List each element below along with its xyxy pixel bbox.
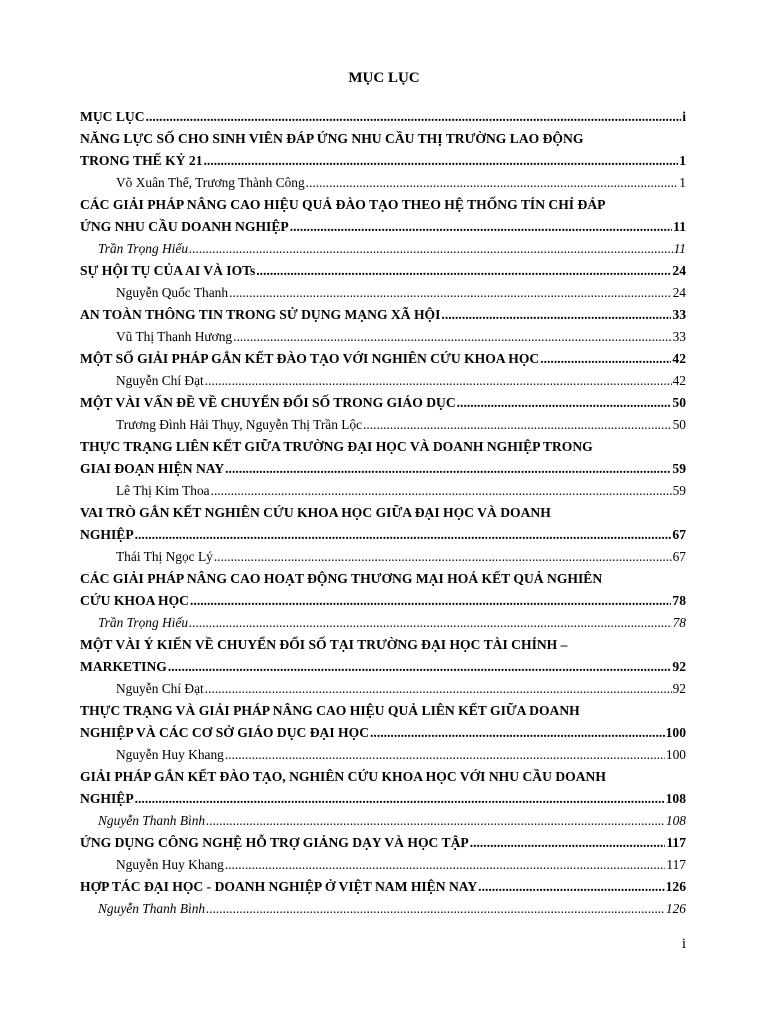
- toc-text: THỰC TRẠNG VÀ GIẢI PHÁP NÂNG CAO HIỆU QUẢ LIÊN KẾT GIỮA DOANH: [80, 703, 580, 718]
- toc-entry-author[interactable]: [80, 414, 686, 436]
- toc-entry-title[interactable]: [80, 194, 686, 238]
- toc-entry-author[interactable]: [80, 172, 686, 194]
- toc-line: [80, 766, 686, 788]
- toc-text: NĂNG LỰC SỐ CHO SINH VIÊN ĐÁP ỨNG NHU CẦU THỊ TRƯỜNG LAO ĐỘNG: [80, 131, 584, 146]
- toc-page-number: 78: [672, 593, 686, 608]
- dot-leader: [290, 216, 672, 238]
- toc-text: Trần Trọng Hiếu: [98, 241, 189, 256]
- dot-leader: [370, 722, 665, 744]
- dot-leader: [363, 414, 672, 436]
- toc-line: [80, 634, 686, 656]
- toc-text: Nguyễn Quốc Thanh: [116, 285, 229, 300]
- dot-leader: [189, 238, 673, 260]
- toc-page-number: 33: [672, 329, 686, 344]
- toc-page-number: 24: [672, 285, 686, 300]
- toc-page-number: 1: [679, 175, 686, 190]
- toc-line: [80, 216, 686, 238]
- toc-page-number: 24: [672, 263, 686, 278]
- toc-text: HỢP TÁC ĐẠI HỌC - DOANH NGHIỆP Ở VIỆT NAM HIỆN NAY: [80, 879, 478, 894]
- toc-entry-author[interactable]: [80, 854, 686, 876]
- toc-entry-title[interactable]: [80, 106, 686, 128]
- toc-page-number: 117: [666, 835, 686, 850]
- dot-leader: [233, 326, 671, 348]
- toc-line: [80, 106, 686, 128]
- toc-entry-title[interactable]: [80, 348, 686, 370]
- toc-line: [80, 480, 686, 502]
- toc-text: Nguyễn Chí Đạt: [116, 681, 204, 696]
- dot-leader: [540, 348, 671, 370]
- toc-page-number: 42: [672, 373, 686, 388]
- toc-entry-author[interactable]: [80, 480, 686, 502]
- page-title: MỤC LỤC: [348, 70, 420, 86]
- toc-entry-title[interactable]: [80, 700, 686, 744]
- toc-entry-title[interactable]: [80, 502, 686, 546]
- toc-text: Vũ Thị Thanh Hương: [116, 329, 233, 344]
- toc-line: [80, 304, 686, 326]
- toc-text: Nguyễn Huy Khang: [116, 747, 224, 762]
- toc-line: [80, 260, 686, 282]
- toc-line: [80, 744, 686, 766]
- toc-text: GIAI ĐOẠN HIỆN NAY: [80, 461, 225, 476]
- dot-leader: [190, 590, 671, 612]
- toc-text: Võ Xuân Thể, Trương Thành Công: [116, 175, 305, 190]
- toc-line: [80, 392, 686, 414]
- toc-text: MỘT VÀI VẤN ĐỀ VỀ CHUYỂN ĐỔI SỐ TRONG GIÁO DỤC: [80, 395, 456, 410]
- toc-page-number: 92: [672, 659, 686, 674]
- toc-text: NGHIỆP VÀ CÁC CƠ SỞ GIÁO DỤC ĐẠI HỌC: [80, 725, 370, 740]
- toc-page-number: 126: [665, 879, 686, 894]
- toc-page-number: 11: [673, 219, 686, 234]
- toc-line: [80, 524, 686, 546]
- toc-line: [80, 546, 686, 568]
- toc-entry-author[interactable]: [80, 238, 686, 260]
- toc-entry-author[interactable]: [80, 612, 686, 634]
- dot-leader: [225, 854, 666, 876]
- toc-line: [80, 612, 686, 634]
- dot-leader: [441, 304, 671, 326]
- toc-page-number: 67: [672, 549, 686, 564]
- toc-entry-author[interactable]: [80, 326, 686, 348]
- toc-line: [80, 832, 686, 854]
- toc-entry-title[interactable]: [80, 832, 686, 854]
- toc-page-number: 117: [666, 857, 686, 872]
- dot-leader: [478, 876, 664, 898]
- toc-text: Trương Đình Hải Thụy, Nguyễn Thị Trần Lộc: [116, 417, 363, 432]
- dot-leader: [189, 612, 672, 634]
- toc-line: [80, 238, 686, 260]
- toc-line: [80, 282, 686, 304]
- toc-entry-author[interactable]: [80, 370, 686, 392]
- toc-entry-title[interactable]: [80, 128, 686, 172]
- toc-line: [80, 656, 686, 678]
- toc-entry-title[interactable]: [80, 634, 686, 678]
- dot-leader: [146, 106, 682, 128]
- toc-page-number: 59: [672, 483, 686, 498]
- toc-line: [80, 502, 686, 524]
- dot-leader: [168, 656, 672, 678]
- toc-page-number: 59: [672, 461, 686, 476]
- toc-text: TRONG THẾ KỶ 21: [80, 153, 203, 168]
- toc-page-number: 1: [679, 153, 686, 168]
- toc-line: [80, 700, 686, 722]
- toc-entry-title[interactable]: [80, 568, 686, 612]
- toc-text: AN TOÀN THÔNG TIN TRONG SỬ DỤNG MẠNG XÃ HỘI: [80, 307, 441, 322]
- toc-page-number: 126: [665, 901, 686, 916]
- toc-page-number: 108: [665, 813, 686, 828]
- toc-text: MARKETING: [80, 659, 167, 674]
- toc-line: [80, 678, 686, 700]
- dot-leader: [256, 260, 671, 282]
- dot-leader: [211, 480, 672, 502]
- toc-text: CÁC GIẢI PHÁP NÂNG CAO HOẠT ĐỘNG THƯƠNG MẠI HOÁ KẾT QUẢ NGHIÊN: [80, 571, 603, 586]
- toc-text: Nguyễn Thanh Bình: [98, 813, 206, 828]
- toc-entry-author[interactable]: [80, 898, 686, 920]
- toc-entry-author[interactable]: [80, 678, 686, 700]
- dot-leader: [205, 678, 672, 700]
- toc-entry-author[interactable]: [80, 282, 686, 304]
- dot-leader: [225, 458, 671, 480]
- toc-entry-title[interactable]: [80, 304, 686, 326]
- toc-page-number: 78: [672, 615, 686, 630]
- dot-leader: [229, 282, 672, 304]
- toc-text: NGHIỆP: [80, 527, 134, 542]
- toc-page-number: i: [682, 109, 686, 124]
- dot-leader: [470, 832, 666, 854]
- toc-page-number: 11: [673, 241, 686, 256]
- toc-text: Nguyễn Thanh Bình: [98, 901, 206, 916]
- dot-leader: [206, 810, 665, 832]
- toc-page-number: 33: [672, 307, 686, 322]
- dot-leader: [306, 172, 679, 194]
- toc-line: [80, 898, 686, 920]
- dot-leader: [225, 744, 665, 766]
- toc-line: [80, 326, 686, 348]
- dot-leader: [206, 898, 665, 920]
- toc-text: CỨU KHOA HỌC: [80, 593, 190, 608]
- toc-entry-author[interactable]: [80, 546, 686, 568]
- toc-text: ỨNG DỤNG CÔNG NGHỆ HỖ TRỢ GIẢNG DẠY VÀ HỌC TẬP: [80, 835, 469, 850]
- dot-leader: [204, 150, 679, 172]
- toc-page-number: 100: [665, 725, 686, 740]
- toc-line: [80, 150, 686, 172]
- toc-page-number: 50: [672, 417, 686, 432]
- toc-page-number: 42: [672, 351, 686, 366]
- toc-text: NGHIỆP: [80, 791, 134, 806]
- toc-line: [80, 590, 686, 612]
- toc-line: [80, 194, 686, 216]
- toc-text: Thái Thị Ngọc Lý: [116, 549, 213, 564]
- page-number: i: [681, 936, 686, 952]
- toc-line: [80, 568, 686, 590]
- toc-line: [80, 722, 686, 744]
- toc-text: Nguyễn Chí Đạt: [116, 373, 204, 388]
- toc-line: [80, 854, 686, 876]
- toc-entry-title[interactable]: [80, 876, 686, 898]
- table-of-contents: [80, 106, 686, 920]
- toc-line: [80, 348, 686, 370]
- toc-page-number: 92: [672, 681, 686, 696]
- toc-text: SỰ HỘI TỤ CỦA AI VÀ IOTs: [80, 263, 256, 278]
- toc-page-number: 108: [665, 791, 686, 806]
- toc-entry-title[interactable]: [80, 392, 686, 414]
- toc-text: GIẢI PHÁP GẮN KẾT ĐÀO TẠO, NGHIÊN CỨU KHOA HỌC VỚI NHU CẦU DOANH: [80, 769, 606, 784]
- toc-text: MỤC LỤC: [80, 109, 145, 124]
- toc-text: Trần Trọng Hiếu: [98, 615, 189, 630]
- toc-text: THỰC TRẠNG LIÊN KẾT GIỮA TRƯỜNG ĐẠI HỌC VÀ DOANH NGHIỆP TRONG: [80, 439, 593, 454]
- toc-page-number: 100: [665, 747, 686, 762]
- toc-entry-author[interactable]: [80, 744, 686, 766]
- dot-leader: [214, 546, 672, 568]
- dot-leader: [135, 524, 672, 546]
- toc-entry-author[interactable]: [80, 810, 686, 832]
- toc-text: VAI TRÒ GẮN KẾT NGHIÊN CỨU KHOA HỌC GIỮA ĐẠI HỌC VÀ DOANH: [80, 505, 551, 520]
- toc-entry-title[interactable]: [80, 436, 686, 480]
- toc-line: [80, 128, 686, 150]
- toc-entry-title[interactable]: [80, 260, 686, 282]
- toc-text: ỨNG NHU CẦU DOANH NGHIỆP: [80, 219, 289, 234]
- toc-line: [80, 810, 686, 832]
- toc-text: MỘT SỐ GIẢI PHÁP GẮN KẾT ĐÀO TẠO VỚI NGHIÊN CỨU KHOA HỌC: [80, 351, 540, 366]
- toc-text: Nguyễn Huy Khang: [116, 857, 224, 872]
- toc-text: CÁC GIẢI PHÁP NÂNG CAO HIỆU QUẢ ĐÀO TẠO THEO HỆ THỐNG TÍN CHỈ ĐÁP: [80, 197, 606, 212]
- toc-line: [80, 788, 686, 810]
- toc-text: Lê Thị Kim Thoa: [116, 483, 210, 498]
- toc-line: [80, 458, 686, 480]
- dot-leader: [457, 392, 672, 414]
- toc-line: [80, 414, 686, 436]
- dot-leader: [135, 788, 665, 810]
- dot-leader: [205, 370, 672, 392]
- toc-page-number: 67: [672, 527, 686, 542]
- toc-line: [80, 370, 686, 392]
- toc-page-number: 50: [672, 395, 686, 410]
- toc-line: [80, 436, 686, 458]
- toc-entry-title[interactable]: [80, 766, 686, 810]
- toc-line: [80, 172, 686, 194]
- toc-text: MỘT VÀI Ý KIẾN VỀ CHUYỂN ĐỔI SỐ TẠI TRƯỜNG ĐẠI HỌC TÀI CHÍNH –: [80, 637, 568, 652]
- toc-line: [80, 876, 686, 898]
